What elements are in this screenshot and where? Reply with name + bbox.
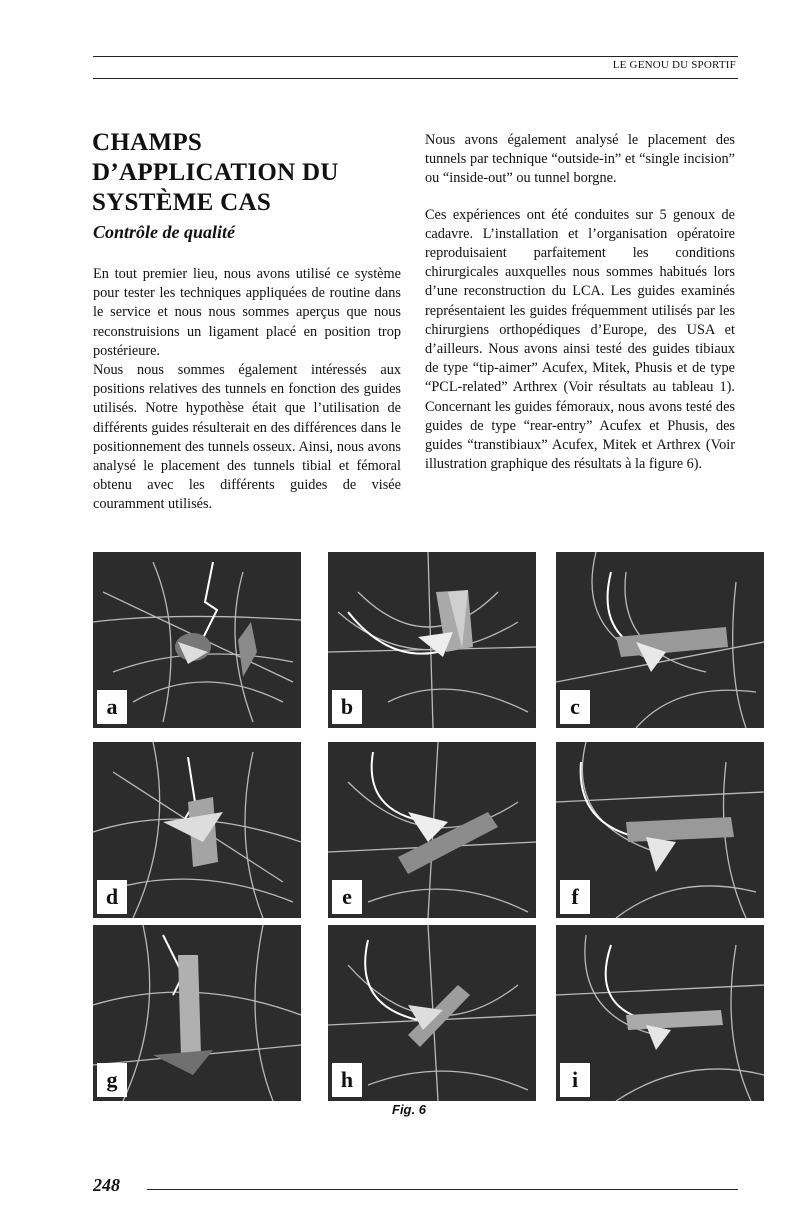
- panel-label: g: [97, 1063, 127, 1097]
- subsection-title: Contrôle de qualité: [93, 222, 236, 242]
- figure-panel-i: [556, 925, 764, 1101]
- panel-label: i: [560, 1063, 590, 1097]
- panel-label: d: [97, 880, 127, 914]
- figure-panel-h: [328, 925, 536, 1101]
- paragraph: Ces expériences ont été conduites sur 5 genoux de cadavre. L’installation et l’organisation opératoire reproduisaient parfaitement les conditions chirurgicales auxquelles nous sommes habitués lors d’une reconstruction du LCA. Les guides examinés représentaient les guides fréquemment utilisés par les chirurgiens orthopédiques d’Europe, des USA et d’ailleurs. Nous avons ainsi testé des guides tibiaux de type “tip-aimer” Acufex, Mitek, Phusis et de type “PCL-related” Arthrex (Voir résultats au tableau 1). Concernant les guides fémoraux, nous avons testé des guides de type “rear-entry” Acufex et Phusis, des guides “transtibiaux” Acufex, Mitek et Arthrex (Voir illustration graphique des résultats à la figure 6).: [425, 206, 735, 473]
- page-number: 248: [93, 1175, 120, 1195]
- footer-rule: [147, 1189, 738, 1190]
- figure-6: [91, 549, 737, 1095]
- figure-caption: Fig. 6: [392, 1102, 426, 1117]
- header-rule: [93, 78, 738, 79]
- figure-panel-c: [556, 552, 764, 728]
- figure-panel-b: [328, 552, 536, 728]
- panel-label: h: [332, 1063, 362, 1097]
- paragraph: Nous avons également analysé le placement des tunnels par technique “outside-in” et “single incision” ou “inside-out” ou tunnel borgne.: [425, 132, 735, 187]
- figure-panel-e: [328, 742, 536, 918]
- panel-label: b: [332, 690, 362, 724]
- top-rule: [93, 56, 738, 57]
- figure-panel-d: [93, 742, 301, 918]
- left-column: [93, 265, 401, 515]
- paragraph: En tout premier lieu, nous avons utilisé ce système pour tester les techniques appliquées de routine dans le service et nous nous sommes aperçus que nous reconstruisions un ligament placé en position trop postérieure.: [93, 266, 401, 359]
- running-head: LE GENOU DU SPORTIF: [612, 59, 736, 71]
- figure-panel-a: [93, 552, 301, 728]
- figure-panel-f: [556, 742, 764, 918]
- panel-label: e: [332, 880, 362, 914]
- paragraph: Nous nous sommes également intéressés aux positions relatives des tunnels en fonction des guides utilisés. Notre hypothèse était que l’utilisation de différents guides résulterait en des différences dans le positionnement des tunnels osseux. Ainsi, nous avons analysé le placement des tunnels tibial et fémoral obtenu avec les différents guides de visée couramment utilisés.: [93, 362, 401, 513]
- panel-label: c: [560, 690, 590, 724]
- right-column: [425, 131, 735, 474]
- panel-label: a: [97, 690, 127, 724]
- panel-label: f: [560, 880, 590, 914]
- figure-panel-g: [93, 925, 301, 1101]
- section-title: CHAMPS D’APPLICATION DU SYSTÈME CAS: [92, 129, 339, 216]
